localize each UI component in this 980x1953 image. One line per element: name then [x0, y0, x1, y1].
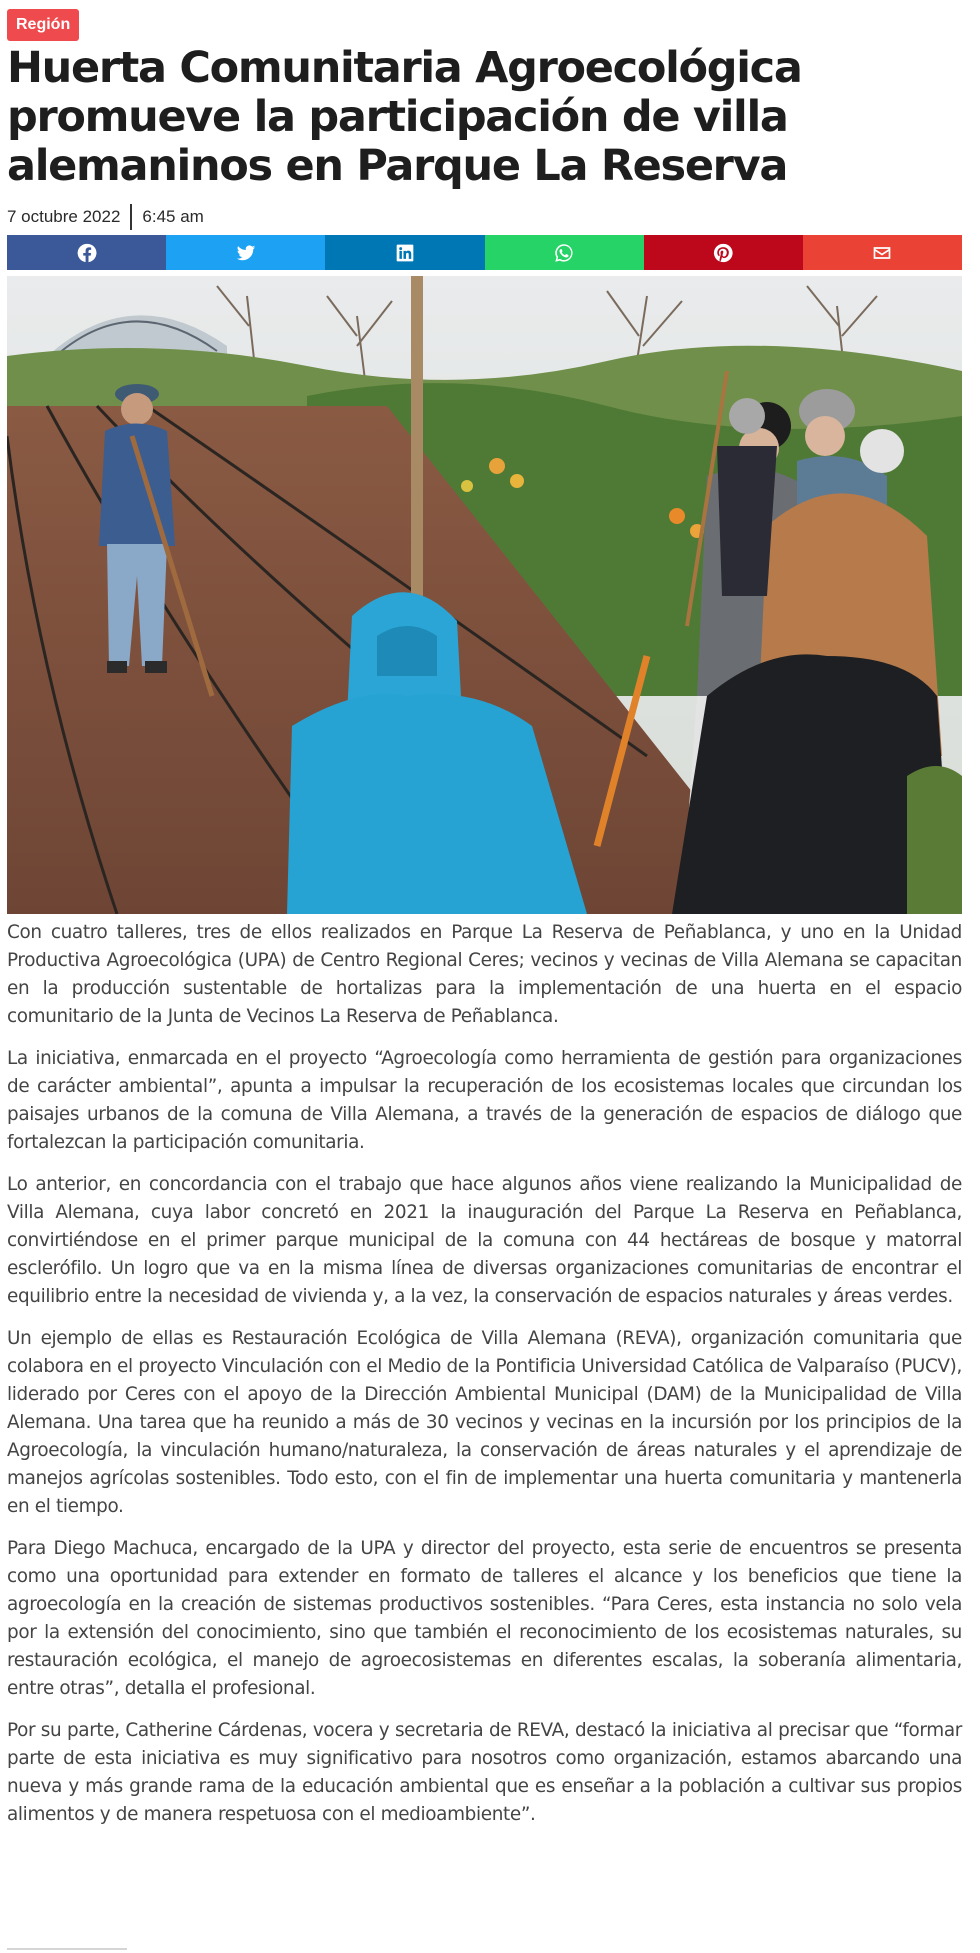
share-bar — [7, 235, 962, 270]
article-title: Huerta Comunitaria Agroecológica promueve la participación de villa alemaninos en Parque La Reserva — [7, 43, 802, 191]
linkedin-icon — [395, 243, 415, 263]
share-whatsapp-button[interactable] — [485, 235, 644, 270]
whatsapp-icon — [554, 243, 574, 263]
publish-date: 7 octubre 2022 — [7, 207, 121, 226]
share-facebook-button[interactable] — [7, 235, 166, 270]
share-email-button[interactable] — [803, 235, 962, 270]
facebook-icon — [77, 243, 97, 263]
pinterest-icon — [713, 243, 733, 263]
article-photo — [7, 276, 962, 914]
article-meta — [7, 204, 204, 230]
article-paragraph: Con cuatro talleres, tres de ellos realizados en Parque La Reserva de Peñablanca, y uno en la Unidad Productiva Agroecológica (UPA) de Centro Regional Ceres; vecinos y vecinas de Villa Alemana se capacitan en la producción sustentable de hortalizas para la implementación de una huerta en el espacio comunitario de la Junta de Vecinos La Reserva de Peñablanca. — [7, 922, 962, 1027]
meta-divider — [130, 204, 132, 230]
share-twitter-button[interactable] — [166, 235, 325, 270]
category-badge[interactable]: Región — [7, 9, 79, 41]
publish-time: 6:45 am — [142, 207, 204, 226]
content-divider — [7, 1948, 127, 1950]
article-paragraph: Un ejemplo de ellas es Restauración Ecológica de Villa Alemana (REVA), organización comunitaria que colabora en el proyecto Vinculación con el Medio de la Pontificia Universidad Católica de Valparaíso (PUCV), liderado por Ceres con el apoyo de la Dirección Ambiental Municipal (DAM) de la Municipalidad de Villa Alemana. Una tarea que ha reunido a más de 30 vecinos y vecinas en la incursión por los principios de la Agroecología, la vinculación humano/naturaleza, la conservación de áreas naturales y el aprendizaje de manejos agrícolas sostenibles. Todo esto, con el fin de implementar una huerta comunitaria y mantenerla en el tiempo. — [7, 1328, 962, 1517]
article-paragraph: Para Diego Machuca, encargado de la UPA y director del proyecto, esta serie de encuentros se presenta como una oportunidad para extender en formato de talleres el alcance y los beneficios que tiene la agroecología en la creación de sistemas productivos sostenibles. “Para Ceres, esta instancia no solo vela por la extensión del conocimiento, sino que también el reconocimiento de los ecosistemas naturales, su restauración ecológica, el manejo de agroecosistemas en diferentes escalas, la soberanía alimentaria, entre otras”, detalla el profesional. — [7, 1538, 962, 1699]
article-body — [7, 919, 962, 1843]
email-icon — [872, 243, 892, 263]
article-paragraph: Lo anterior, en concordancia con el trabajo que hace algunos años viene realizando la Municipalidad de Villa Alemana, cuya labor concretó en 2021 la inauguración del Parque La Reserva en Peñablanca, convirtiéndose en el primer parque municipal de la comuna con 44 hectáreas de bosque y matorral esclerófilo. Un logro que va en la misma línea de diversas organizaciones comunitarias de encontrar el equilibrio entre la necesidad de vivienda y, a la vez, la conservación de espacios naturales y áreas verdes. — [7, 1174, 962, 1307]
garden-workshop-photo — [7, 276, 962, 914]
share-linkedin-button[interactable] — [325, 235, 484, 270]
article-paragraph: Por su parte, Catherine Cárdenas, vocera y secretaria de REVA, destacó la iniciativa al precisar que “formar parte de esta iniciativa es muy significativo para nosotros como organización, estamos abarcando una nueva y más grande rama de la educación ambiental que es enseñar a la población a cultivar sus propios alimentos y de manera respetuosa con el medioambiente”. — [7, 1720, 962, 1825]
twitter-icon — [236, 243, 256, 263]
article-paragraph: La iniciativa, enmarcada en el proyecto “Agroecología como herramienta de gestión para organizaciones de carácter ambiental”, apunta a impulsar la recuperación de los ecosistemas locales que circundan los paisajes urbanos de la comuna de Villa Alemana, a través de la generación de espacios de diálogo que fortalezcan la participación comunitaria. — [7, 1048, 962, 1153]
share-pinterest-button[interactable] — [644, 235, 803, 270]
